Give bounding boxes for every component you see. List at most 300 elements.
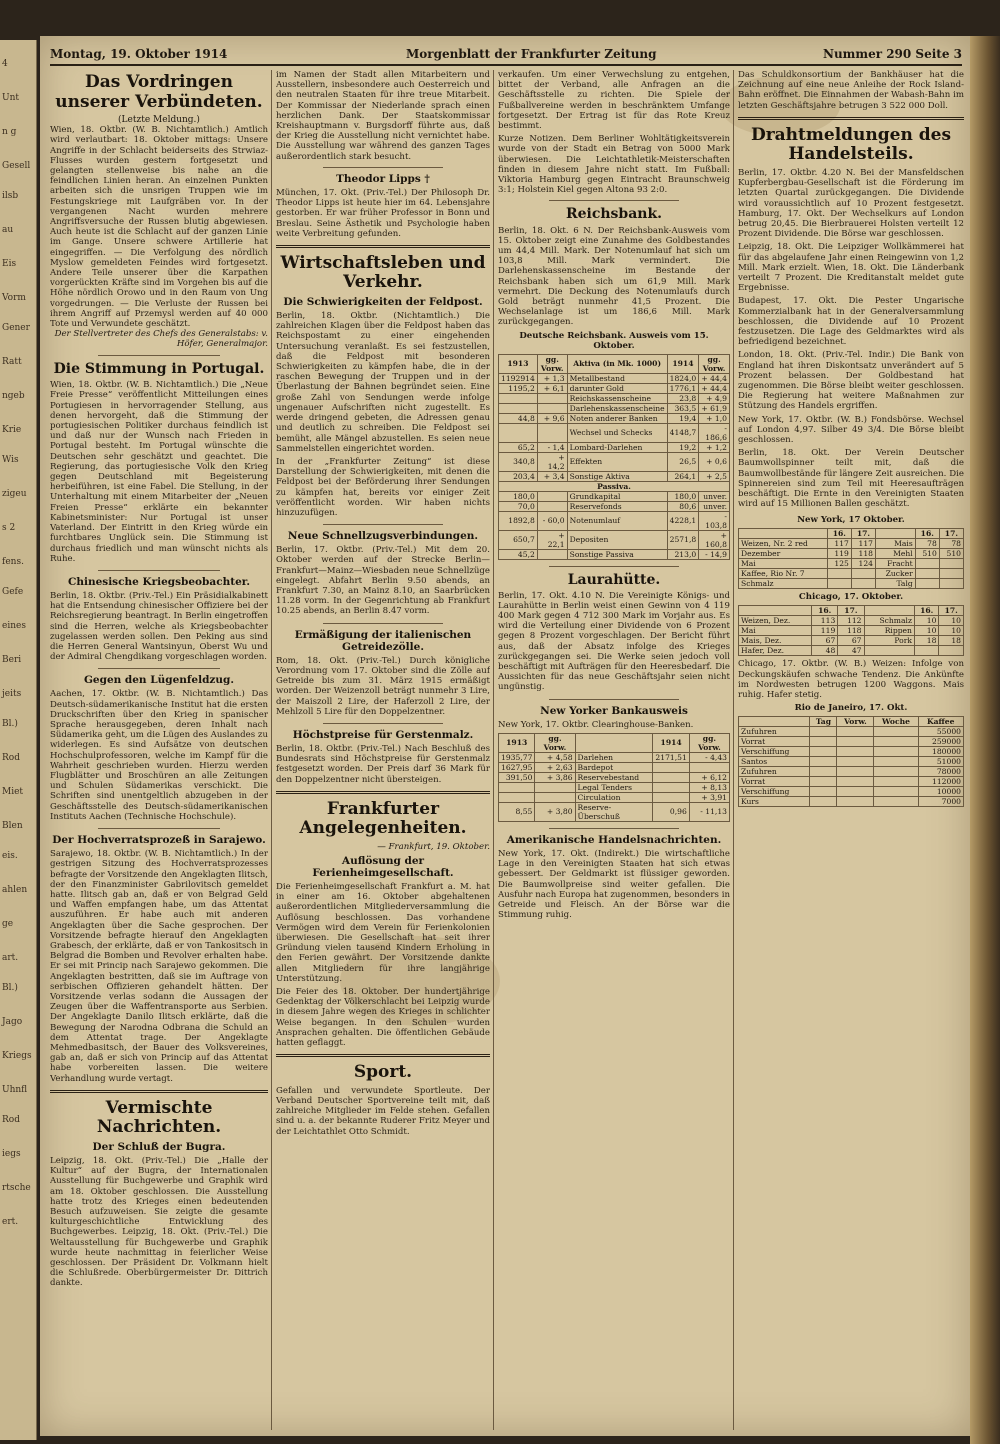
table-header-cell [875,529,915,539]
page-number: Nummer 290 Seite 3 [822,47,962,61]
table-row [739,579,964,589]
article-frankfurt [276,800,490,1048]
table-cell: Reichskassenscheine [567,393,667,403]
column-4 [738,70,964,1420]
separator [98,570,220,571]
table-cell [874,777,918,787]
table-header-cell: 17. [838,606,864,616]
reichsbank-table [498,354,730,560]
table-cell [874,727,918,737]
article-vermischtes [50,1099,268,1289]
table-cell: Mais [875,539,915,549]
table-header-cell: Aktiva (in Mk. 1000) [567,354,667,373]
table-cell [837,747,874,757]
table-cell [837,797,874,807]
table-header-cell: 16. [827,529,851,539]
table-row [739,747,964,757]
table-header-cell: 1914 [667,354,699,373]
table-cell: + 3,91 [689,792,729,802]
table-cell: 18 [939,636,964,646]
table-cell [837,757,874,767]
article-headline: Chinesische Kriegsbeobachter. [67,575,250,588]
previous-page-fragment: rtsche [2,1183,31,1193]
previous-page-fragment: eines [2,621,26,631]
article-sarajewo [50,834,268,1084]
article-body: Berlin, 18. Okt. Der Verein Deutscher Baumwollspinner teilt mit, daß die Baumwollbestände für längere Zeit ausreichen. Die Spinnereien sind zum Teil mit Heeresaufträgen beschäftigt. Die Ernte in den Vereinigten Staaten wird auf 15 Millionen Ballen geschätzt. [738,448,964,510]
article-headline: Auflösung der Ferienheimgesellschaft. [312,854,454,879]
table-cell: 47 [838,646,864,656]
table-header-cell: Tag [810,717,837,727]
previous-page-fragment: Bl.) [2,719,18,729]
table-cell: Wechsel und Schecks [567,423,667,442]
table-cell [499,393,538,403]
separator [549,828,679,829]
table-cell: 51000 [918,757,964,767]
article-body: New York, 17. Oktbr. (W. B.) Fondsbörse. Wechsel auf London 4,97. Silber 49 3/4. Die Börse bleibt geschlossen. [738,414,964,445]
table-cell: 125 [827,559,851,569]
article-body: New York, 17. Okt. (Indirekt.) Die wirtschaftliche Lage in den Vereinigten Staaten hat sich etwas gebessert. Der Geldmarkt ist flüssiger geworden. Die Baumwollpreise sind weiter gefallen. Die Ausfuhr nach Europa hat zugenommen, besonders in Getreide und Fleisch. An der Börse war die Stimmung ruhig. [498,849,730,921]
chicago-market-table [738,605,964,656]
article-reichsbank [498,206,730,559]
table-cell [499,782,535,792]
article-body: Berlin, 17. Oktbr. (Priv.-Tel.) Mit dem 20. Oktober werden auf der Strecke Berlin—Frankfurt—Mainz—Wiesbaden neue Schnellzüge eingelegt. Abfahrt Berlin 9.50 abends, an Frankfurt 7.30, an Mainz 8.10, an Saarbrücken 11.28 vorm. In der Gegenrichtung ab Frankfurt 10.25 abends, an Berlin 8.47 vorm. [276,545,490,617]
table-cell: 55000 [918,727,964,737]
table-cell [810,757,837,767]
article-headline: Amerikanische Handelsnachrichten. [506,833,722,846]
table-section-label: Passiva. [499,481,730,491]
table-row [499,530,730,549]
table-cell: + 1,0 [699,413,730,423]
table-title: Deutsche Reichsbank. Ausweis vom 15. Oktober. [519,330,709,351]
table-cell: Legal Tenders [575,782,653,792]
separator [549,566,679,567]
table-cell [653,792,689,802]
previous-page-fragment: Wis [2,455,19,465]
table-cell: - 11,13 [689,802,729,821]
table-cell: Verschiffung [739,787,810,797]
table-row [499,383,730,393]
table-cell: 180,0 [667,491,699,501]
table-cell: Noten anderer Banken [567,413,667,423]
table-cell [837,787,874,797]
table-cell [939,579,963,589]
table-cell [939,559,963,569]
previous-page-fragment: iegs [2,1149,21,1159]
table-cell: 78 [915,539,939,549]
table-cell: 4228,1 [667,511,699,530]
table-cell: 78 [939,539,963,549]
table-cell: darunter Gold [567,383,667,393]
table-cell: 650,7 [499,530,538,549]
table-header-cell [739,606,812,616]
article-body: Leipzig, 18. Okt. Die Leipziger Wollkämmerei hat für das abgelaufene Jahr einen Reingewinn von 1,2 Mill. Mark erzielt. Wien, 18. Okt. Die Länderbank verteilt 7 Prozent. Die Kreditanstalt meldet gute Ergebnisse. [738,242,964,294]
section-headline: Sport. [353,1062,413,1083]
table-cell [837,767,874,777]
table-row [499,452,730,471]
table-row [739,569,964,579]
table-cell: 113 [812,616,838,626]
previous-page-fragment: ahlen [2,885,28,895]
article-amerika [498,834,730,920]
table-row [499,491,730,501]
previous-page-fragment: Gesell [2,161,31,171]
table-cell: Grundkapital [567,491,667,501]
table-cell [537,491,567,501]
table-cell [653,762,689,772]
table-cell: Fracht [875,559,915,569]
column-rule [733,70,734,1430]
previous-page-fragment: Miet [2,787,24,797]
separator [323,524,443,525]
table-cell [537,423,567,442]
table-row [739,767,964,777]
article-portugal [50,361,268,564]
table-cell: Dezember [739,549,828,559]
table-row [499,442,730,452]
table-cell: + 6,1 [537,383,567,393]
table-header-cell: 17. [851,529,875,539]
previous-page-fragment: Beri [2,655,22,665]
previous-page-fragment: 4 [2,59,8,69]
table-header-cell [739,529,828,539]
table-cell: 112 [838,616,864,626]
table-cell [810,737,837,747]
table-section-row [499,481,730,491]
section-divider [276,1054,490,1057]
table-cell: 78000 [918,767,964,777]
table-row [739,549,964,559]
table-cell: 1627,95 [499,762,535,772]
table-cell: 1935,77 [499,752,535,762]
newyork-bank-table [498,733,730,822]
table-row [499,782,730,792]
article-headline: Ermäßigung der italienischen Getreidezölle. [294,628,472,653]
table-cell: + 1,3 [537,373,567,383]
table-header-cell: Kaffee [918,717,964,727]
table-cell: + 4,58 [535,752,575,762]
table-row [739,757,964,767]
table-cell: Notenumlauf [567,511,667,530]
table-cell [851,579,875,589]
article-luegenfeldzug [50,674,268,822]
table-row [499,403,730,413]
table-cell: - 103,8 [699,511,730,530]
table-header-cell [739,717,810,727]
table-cell: 80,6 [667,501,699,511]
article-body: Berlin, 18. Okt. 6 N. Der Reichsbank-Ausweis vom 15. Oktober zeigt eine Zunahme des Goldbestandes um 44,4 Mill. Mark. Der Notenumlauf hat sich um 103,8 Mill. Mark vermindert. Die Darlehenskassenscheine im Bestande der Reichsbank haben sich um 61,9 Mill. Mark vermehrt. Die Deckung des Notenumlaufs durch Gold beträgt nunmehr 41,5 Prozent. Die Wechselanlage ist um 186,6 Mill. Mark zurückgegangen. [498,225,730,328]
table-header-cell: gg. Vorw. [699,354,730,373]
article-continuation: im Namen der Stadt allen Mitarbeitern und Ausstellern, insbesondere auch Oesterreich und den neutralen Staaten für ihre treue Mitarbeit. Der Kommissar der Niederlande sprach einen herzlichen Dank. Der Staatskommissar Kreishauptmann v. Burgsdorff führte aus, daß der Krieg die Ausstellung nicht vernichtet habe. Die Ausstellung war während des ganzen Tages außerordentlich stark besucht. [276,70,490,162]
table-cell: 203,4 [499,471,538,481]
table-cell: 19,2 [667,442,699,452]
table-cell: 180000 [918,747,964,757]
article-body: Die Ferienheimgesellschaft Frankfurt a. M. hat in einer am 16. Oktober abgehaltenen außerordentlichen Mitgliederversammlung die Auflösung beschlossen. Das vorhandene Vermögen wird dem Verein für Ferienkolonien überwiesen. Die Gesellschaft hat seit ihrer Gründung vielen tausend Kindern Erholung in den Ferien gewährt. Der Vorsitzende dankte allen Mitgliedern für ihre langjährige Unterstützung. [276,882,490,984]
table-cell: + 160,8 [699,530,730,549]
previous-page-fragment: Krie [2,425,22,435]
table-cell [837,777,874,787]
table-cell: Effekten [567,452,667,471]
previous-page-fragment: Bl.) [2,983,18,993]
table-row [739,539,964,549]
article-subhead: (Letzte Meldung.) [118,115,200,126]
table-cell [874,737,918,747]
article-lipps [276,173,490,239]
table-cell: Mehl [875,549,915,559]
table-row [499,373,730,383]
article-schnellzug [276,530,490,616]
table-cell: 8,55 [499,802,535,821]
table-cell [874,787,918,797]
table-cell [537,501,567,511]
previous-page-fragment: fens. [2,557,24,567]
article-body: Wien, 18. Oktbr. (W. B. Nichtamtlich.) Die „Neue Freie Presse“ veröffentlicht Mitteilungen eines Portugiesen in hervorragender Stellung, aus denen hervorgeht, daß die Stimmung der portugiesischen Politiker durchaus feindlich ist und daß nur der Wunsch nach Frieden in Portugal besteht. Im Portugal wünschte die Deutschen sehr geschätzt und geachtet. Die Regierung, das portugiesische Volk den Krieg gegen Deutschland mit Begeisterung herbeiführen, ist eine Fabel. Die Stellung, in der Unterhaltung mit einem Mitarbeiter der „Neuen Freien Presse“ erklärte ein bekannter Kabinetsminister: Nur Portugal ist unser Vaterland. Der Eintritt in den Krieg würde ein furchtbares Unglück sein. Die Stimmung ist durchaus friedlich und man wünscht nichts als Ruhe. [50,380,268,564]
table-cell [535,792,575,802]
table-cell [874,797,918,807]
table-cell: Vorrat [739,737,810,747]
separator [323,167,443,168]
masthead [50,42,962,66]
table-header-cell: 1913 [499,354,538,373]
table-cell: 1892,8 [499,511,538,530]
table-cell: Sonstige Aktiva [567,471,667,481]
table-header-cell [575,733,653,752]
table-cell [499,423,538,442]
table-cell [874,747,918,757]
table-cell: 118 [838,626,864,636]
table-header-cell: 16. [914,606,939,616]
previous-page-fragment: ert. [2,1217,19,1227]
table-cell: Schmalz [739,579,828,589]
article-body: Berlin, 18. Oktbr. (Priv.-Tel.) Nach Beschluß des Bundesrats sind Höchstpreise für Gerstenmalz festgesetzt worden. Der Preis darf 36 Mark für den Doppelzentner nicht übersteigen. [276,744,490,785]
table-cell: 26,5 [667,452,699,471]
previous-page-fragment: Uhnfl [2,1085,28,1095]
previous-page-fragment: Rod [2,1115,20,1125]
table-cell: + 2,5 [699,471,730,481]
table-header-cell: 16. [812,606,838,616]
table-cell: + 22,1 [537,530,567,549]
table-cell: 10 [939,616,964,626]
article-drahtmeldungen [738,126,964,510]
table-cell: Zufuhren [739,727,810,737]
table-cell: Circulation [575,792,653,802]
table-cell: + 3,80 [535,802,575,821]
table-header-cell: Vorw. [837,717,874,727]
table-cell: + 44,4 [699,373,730,383]
previous-page-fragment: Unt [2,93,19,103]
section-headline: Drahtmeldungen des Handelsteils. [750,124,952,165]
column-rule [493,70,494,1430]
section-divider [276,245,490,248]
table-title: New York, 17 Oktober. [797,515,905,526]
table-cell: - 14,9 [699,549,730,559]
table-cell: 1192914 [499,373,538,383]
table-row [739,646,964,656]
article-sport [276,1063,490,1137]
table-cell: 264,1 [667,471,699,481]
table-row [499,471,730,481]
table-row [499,413,730,423]
table-header-cell: Woche [874,717,918,727]
table-cell: + 61,9 [699,403,730,413]
table-cell: 119 [827,549,851,559]
table-cell: 67 [838,636,864,646]
column-3 [498,70,730,1420]
previous-page-fragment: eis. [2,851,18,861]
table-row [739,797,964,807]
table-cell [689,762,729,772]
table-cell: 48 [812,646,838,656]
table-cell: 112000 [918,777,964,787]
article-laurahuette [498,572,730,693]
table-cell: + 14,2 [537,452,567,471]
article-body: München, 17. Okt. (Priv.-Tel.) Der Philosoph Dr. Theodor Lipps ist heute hier im 64. Lebensjahre gestorben. Er war früher Professor in Bonn und Breslau. Seine Ästhetik und Psychologie haben weite Verbreitung gefunden. [276,187,490,239]
table-cell: + 44,4 [699,383,730,393]
table-cell [864,646,914,656]
table-cell: - 186,6 [699,423,730,442]
table-cell: Reservefonds [567,501,667,511]
table-row [499,511,730,530]
table-cell: 510 [939,549,963,559]
table-cell: Reserve-Überschuß [575,802,653,821]
table-row [739,737,964,747]
separator [549,200,679,201]
table-cell: Darlehenskassenscheine [567,403,667,413]
table-row [499,423,730,442]
article-body: Chicago, 17. Oktbr. (W. B.) Weizen: Infolge von Deckungskäufen schwache Tendenz. Die Ankünfte im Nordwesten betrugen 1200 Waggons. Mais ruhig. Hafer stetig. [738,659,964,701]
table-cell: 117 [851,539,875,549]
table-row [739,727,964,737]
separator [323,723,443,724]
table-cell: 23,8 [667,393,699,403]
table-cell [827,579,851,589]
table-cell: 340,8 [499,452,538,471]
table-cell: Santos [739,757,810,767]
article-headline: Laurahütte. [567,571,661,588]
table-header-cell: 1914 [653,733,689,752]
table-cell: Kurs [739,797,810,807]
table-cell [653,772,689,782]
issue-date: Montag, 19. Oktober 1914 [50,47,228,61]
table-cell [810,797,837,807]
table-cell [939,646,964,656]
article-body: In der „Frankfurter Zeitung“ ist diese Darstellung der Schwierigkeiten, mit denen die Feldpost bei der Beförderung ihrer Sendungen zu kämpfen hat, bereits vor einiger Zeit veröffentlicht worden. Wir haben nichts hinzuzufügen. [276,456,490,518]
table-cell [499,403,538,413]
article-body: Kurze Notizen. Dem Berliner Wohltätigkeitsverein wurde von der Stadt ein Betrag von 5000 Mark überwiesen. Die Leichtathletik-Meisterschaften finden in diesem Jahre nicht statt. Im Fußball: Viktoria Hamburg gegen Eintracht Braunschweig 3:1; Holstein Kiel gegen Altona 93 2:0. [498,134,730,196]
table-row [499,549,730,559]
table-cell: 180,0 [499,491,538,501]
table-cell: Weizen, Nr. 2 red [739,539,828,549]
previous-page-fragment: ge [2,919,14,929]
table-cell: 1776,1 [667,383,699,393]
table-header-cell: gg. Vorw. [689,733,729,752]
table-cell: 7000 [918,797,964,807]
table-cell: Mais, Dez. [739,636,812,646]
article-headline: Gegen den Lügenfeldzug. [83,674,235,687]
table-cell [535,782,575,792]
table-cell: 44,8 [499,413,538,423]
table-cell: Pork [864,636,914,646]
table-row [499,501,730,511]
previous-page-fragment: zigeu [2,489,27,499]
table-cell [810,747,837,757]
dateline: — Frankfurt, 19. Oktober. [377,841,490,852]
table-cell [851,569,875,579]
table-cell: 124 [851,559,875,569]
article-headline: Höchstpreise für Gerstenmalz. [292,728,474,741]
table-cell: Lombard-Darlehen [567,442,667,452]
table-cell: Vorrat [739,777,810,787]
table-cell [939,569,963,579]
article-headline: Der Schluß der Bugra. [92,1140,226,1153]
article-headline: Der Hochverratsprozeß in Sarajewo. [52,834,266,847]
article-continuation: Das Schuldkonsortium der Bankhäuser hat die Zeichnung auf eine neue Anleihe der Rock Island-Bahn eröffnet. Die Einnahmen der Wabash-Bahn im letzten Geschäftsjahre betrugen 3 522 000 Doll. [738,70,964,111]
table-cell: 0,96 [653,802,689,821]
paper-title: Morgenblatt der Frankfurter Zeitung [406,47,657,61]
table-row [739,626,964,636]
article-body: Wien, 18. Oktbr. (W. B. Nichtamtlich.) Amtlich wird verlautbart: 18. Oktober mittags: Unsere Angriffe in der Schlacht beiderseits des Strwiaz-Flusses wurden gestern fortgesetzt und gelangten stellenweise bis nahe an die feindlichen Linien heran. An einzelnen Punkten arbeiten sich die unsrigen Truppen wie im Festungskriege mit Laufgräben vor. In der vergangenen Nacht wurden mehrere Angriffsversuche der Russen blutig abgewiesen. Auch heute ist die Schlacht auf der ganzen Linie im Gange. Unsere schwere Artillerie hat eingegriffen. — Die Verfolgung des nördlich Myslow gemeldeten Feindes wird fortgesetzt. Andere Teile unserer über die Karpathen vorgerückten Kräfte sind im Vorgehen bis auf die Höhe nördlich Orowo und in den Raum von Ung vorgedrungen. — Die Verluste der Russen bei ihrem Angriff auf Przemysl werden auf 40 000 Tote und Verwundete geschätzt. [50,125,268,329]
table-header-cell: 17. [939,529,963,539]
table-cell: 45,2 [499,549,538,559]
newyork-market-table [738,528,964,589]
table-cell [810,787,837,797]
table-cell: + 1,2 [699,442,730,452]
article-headline: Reichsbank. [565,206,663,223]
table-cell: + 3,4 [537,471,567,481]
section-divider [50,1090,268,1093]
table-cell [915,569,939,579]
previous-page-fragment: Jago [2,1017,23,1027]
table-cell: Reservebestand [575,772,653,782]
table-row [499,762,730,772]
table-cell [653,782,689,792]
article-signature: Der Stellvertreter des Chefs des Generalstabs: v. Höfer, Generalmajor. [54,329,268,350]
table-cell: 10 [914,626,939,636]
separator [323,623,443,624]
table-row [739,787,964,797]
table-cell: 1824,0 [667,373,699,383]
table-cell: Zufuhren [739,767,810,777]
article-headline: Neue Schnellzugsverbindungen. [287,530,479,543]
section-headline: Wirtschaftsleben und Verkehr. [280,252,486,293]
previous-page-fragment: s 2 [2,523,16,533]
section-headline: Vermischte Nachrichten. [96,1097,222,1138]
table-cell: 10000 [918,787,964,797]
table-cell [827,569,851,579]
table-cell: 363,5 [667,403,699,413]
separator [98,668,220,669]
table-cell [537,549,567,559]
previous-page-fragment: au [2,225,14,235]
separator [549,699,679,700]
table-cell: + 9,6 [537,413,567,423]
table-cell: Rippen [864,626,914,636]
previous-page-fragment: jeits [2,689,22,699]
article-body: Berlin, 18. Oktbr. (Nichtamtlich.) Die zahlreichen Klagen über die Feldpost haben das Reichspostamt zu einer eingehenden Untersuchung veranlaßt. Es sei festzustellen, daß die Feldpost mit besonderen Schwierigkeiten zu kämpfen habe, die in der raschen Bewegung der Truppen und in der Überlastung der Bahnen begründet seien. Eine große Zahl von Sendungen werde infolge ungenauer Aufschriften nicht zugestellt. Es werde dringend gebeten, die Adressen genau und deutlich zu schreiben. Die Feldpost sei bemüht, alle Mängel abzustellen. Es seien neue Sammelstellen eingerichtet worden. [276,311,490,454]
rio-coffee-table [738,716,964,807]
page-edge [970,36,1000,1444]
table-cell [914,646,939,656]
article-wirtschaft [276,254,490,518]
previous-page-fragment: Gener [2,323,30,333]
table-cell: 119 [812,626,838,636]
article-verbuendete [50,73,268,349]
previous-page-fragment: Kriegs [2,1051,32,1061]
previous-page-fragment: Gefe [2,587,24,597]
table-cell: 19,4 [667,413,699,423]
table-cell [837,737,874,747]
table-cell: - 60,0 [537,511,567,530]
table-row [739,616,964,626]
